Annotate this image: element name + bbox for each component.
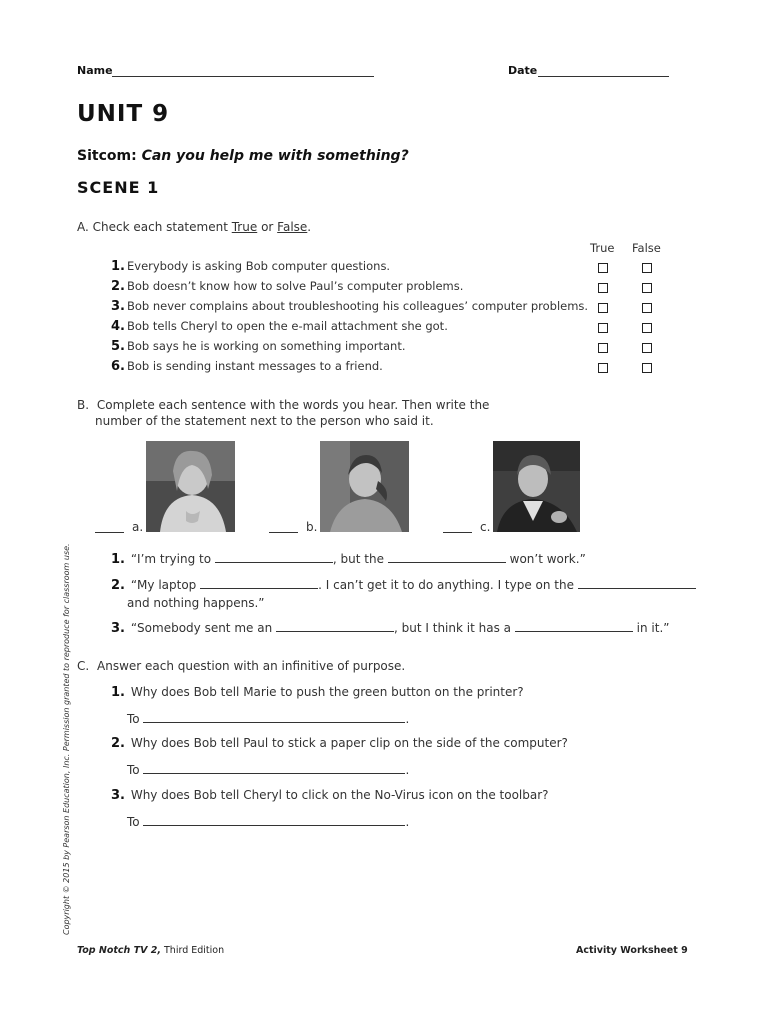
- statement-number: 3.: [111, 299, 125, 314]
- c-answer-1: [127, 712, 409, 726]
- b-item-2-blank2[interactable]: [578, 578, 696, 589]
- true-checkbox[interactable]: [598, 363, 608, 373]
- statement-text: Everybody is asking Bob computer questions.: [127, 259, 391, 273]
- section-b-instr-line1: [77, 398, 489, 412]
- statement-text: Bob is sending instant messages to a friend.: [127, 359, 383, 373]
- statement-row: [107, 299, 588, 314]
- b-item-3-blank1[interactable]: [276, 621, 394, 632]
- section-c-letter: C.: [77, 659, 90, 673]
- c-question-3-text: Why does Bob tell Cheryl to click on the No-Virus icon on the toolbar?: [130, 788, 549, 802]
- photo-marie: [146, 441, 235, 532]
- c-answer-1-period: .: [405, 712, 410, 726]
- column-false-header: False: [632, 241, 661, 255]
- c-answer-2: [127, 763, 409, 777]
- b-item-2-number: 2.: [111, 578, 125, 593]
- b-item-1: [107, 552, 586, 567]
- false-checkbox[interactable]: [642, 343, 652, 353]
- section-b-instr-line2: number of the statement next to the person who said it.: [95, 414, 434, 428]
- true-checkbox[interactable]: [598, 263, 608, 273]
- b-item-2-part1: “My laptop: [130, 578, 197, 592]
- person-c-icon: [493, 441, 580, 532]
- b-item-1-number: 1.: [111, 552, 125, 567]
- statement-row: [107, 259, 390, 274]
- statement-number: 1.: [111, 259, 125, 274]
- b-item-3-number: 3.: [111, 621, 125, 636]
- c-question-3-number: 3.: [111, 788, 125, 803]
- date-field[interactable]: [538, 76, 669, 77]
- footer-worksheet-label: Activity Worksheet 9: [576, 945, 688, 956]
- c-answer-3-period: .: [405, 815, 410, 829]
- sitcom-episode-title: Can you help me with something?: [141, 148, 409, 164]
- name-label: Name: [77, 64, 113, 77]
- b-item-1-part3: won’t work.”: [509, 552, 586, 566]
- sitcom-prefix: Sitcom:: [77, 148, 137, 164]
- b-item-3-part2: , but I think it has a: [394, 621, 511, 635]
- statement-row: [107, 339, 406, 354]
- name-field[interactable]: [112, 76, 374, 77]
- b-item-1-part1: “I’m trying to: [130, 552, 212, 566]
- footer-book-name: Top Notch TV 2,: [77, 945, 161, 956]
- b-item-3-part3: in it.”: [636, 621, 670, 635]
- false-checkbox[interactable]: [642, 363, 652, 373]
- statement-text: Bob says he is working on something important.: [127, 339, 406, 353]
- photo-paul: [320, 441, 409, 532]
- false-checkbox[interactable]: [642, 303, 652, 313]
- person-a-icon: [146, 441, 235, 532]
- statement-text: Bob tells Cheryl to open the e-mail attachment she got.: [127, 319, 448, 333]
- c-question-2: [107, 736, 568, 751]
- c-answer-2-blank[interactable]: [143, 763, 405, 774]
- statement-number: 5.: [111, 339, 125, 354]
- b-item-2-part3: and nothing happens.”: [127, 596, 265, 610]
- b-item-3-blank2[interactable]: [515, 621, 633, 632]
- answer-blank-a[interactable]: [95, 532, 124, 533]
- section-b-letter: B.: [77, 398, 90, 412]
- statement-row: [107, 319, 448, 334]
- section-b-instr-text: Complete each sentence with the words you hear. Then write the: [96, 398, 490, 412]
- false-checkbox[interactable]: [642, 263, 652, 273]
- false-word: False: [277, 220, 308, 234]
- statement-text: Bob never complains about troubleshooting his colleagues’ computer problems.: [127, 299, 589, 313]
- footer-edition: Third Edition: [160, 945, 225, 956]
- unit-title: UNIT 9: [77, 101, 170, 127]
- or-word: or: [261, 220, 274, 234]
- statement-text: Bob doesn’t know how to solve Paul’s computer problems.: [127, 279, 464, 293]
- b-item-3-part1: “Somebody sent me an: [130, 621, 273, 635]
- sitcom-title: [77, 148, 409, 164]
- photo-cheryl: [493, 441, 580, 532]
- false-checkbox[interactable]: [642, 283, 652, 293]
- section-c-instr-text: Answer each question with an infinitive of purpose.: [97, 659, 406, 673]
- c-question-3: [107, 788, 549, 803]
- section-a-letter: A.: [77, 220, 89, 234]
- photo-label-b: b.: [306, 520, 318, 534]
- statement-number: 4.: [111, 319, 125, 334]
- statement-row: [107, 279, 463, 294]
- true-word: True: [231, 220, 258, 234]
- b-item-1-blank2[interactable]: [388, 552, 506, 563]
- copyright-notice: Copyright © 2015 by Pearson Education, Inc. Permission granted to reproduce for classroom use.: [62, 543, 71, 935]
- c-answer-1-to: To: [127, 712, 140, 726]
- scene-title: SCENE 1: [77, 178, 160, 197]
- true-checkbox[interactable]: [598, 343, 608, 353]
- c-answer-3-blank[interactable]: [143, 815, 405, 826]
- true-checkbox[interactable]: [598, 303, 608, 313]
- c-question-1-number: 1.: [111, 685, 125, 700]
- c-question-2-text: Why does Bob tell Paul to stick a paper clip on the side of the computer?: [130, 736, 568, 750]
- c-answer-3-to: To: [127, 815, 140, 829]
- b-item-2-part2: . I can’t get it to do anything. I type on the: [318, 578, 574, 592]
- true-checkbox[interactable]: [598, 323, 608, 333]
- c-answer-2-period: .: [405, 763, 410, 777]
- b-item-2-blank1[interactable]: [200, 578, 318, 589]
- photo-label-a: a.: [132, 520, 144, 534]
- true-checkbox[interactable]: [598, 283, 608, 293]
- photo-label-c: c.: [480, 520, 491, 534]
- c-question-1-text: Why does Bob tell Marie to push the green button on the printer?: [130, 685, 524, 699]
- b-item-2: [107, 578, 696, 593]
- statement-row: [107, 359, 383, 374]
- footer-book-title: [77, 945, 224, 956]
- section-a-instr-text: Check each statement: [92, 220, 228, 234]
- answer-blank-c[interactable]: [443, 532, 472, 533]
- c-answer-1-blank[interactable]: [143, 712, 405, 723]
- statement-number: 6.: [111, 359, 125, 374]
- section-a-instructions: [77, 220, 311, 234]
- date-label: Date: [508, 64, 538, 77]
- person-b-icon: [320, 441, 409, 532]
- c-answer-3: [127, 815, 409, 829]
- instr-period: .: [307, 220, 312, 234]
- section-c-instructions: [77, 659, 405, 673]
- b-item-3: [107, 621, 669, 636]
- c-question-2-number: 2.: [111, 736, 125, 751]
- answer-blank-b[interactable]: [269, 532, 298, 533]
- b-item-1-blank1[interactable]: [215, 552, 333, 563]
- c-answer-2-to: To: [127, 763, 140, 777]
- false-checkbox[interactable]: [642, 323, 652, 333]
- statement-number: 2.: [111, 279, 125, 294]
- c-question-1: [107, 685, 524, 700]
- column-true-header: True: [590, 241, 615, 255]
- b-item-1-part2: , but the: [332, 552, 384, 566]
